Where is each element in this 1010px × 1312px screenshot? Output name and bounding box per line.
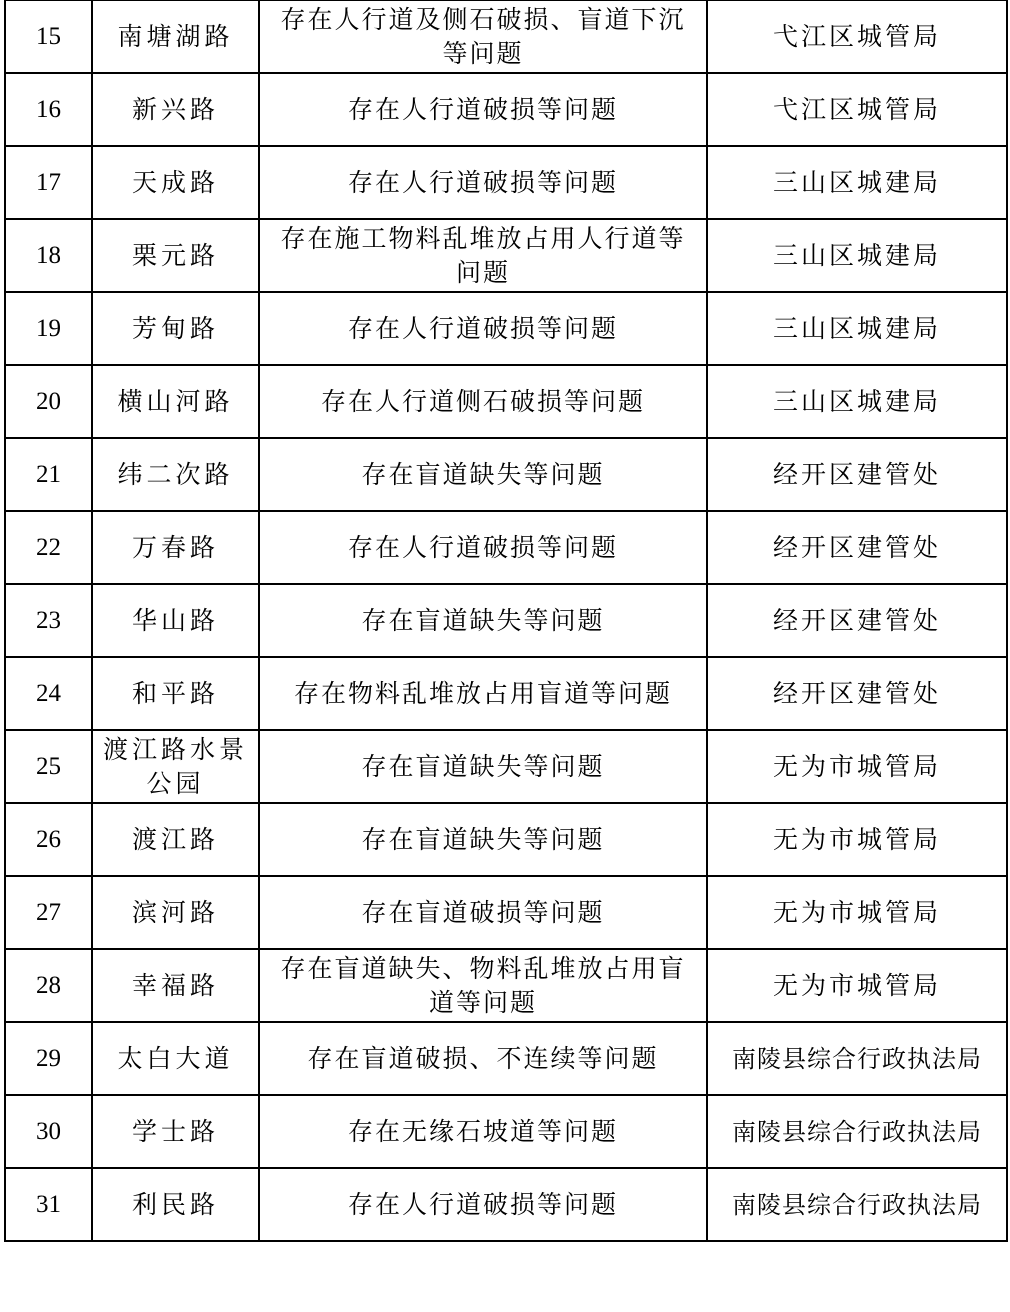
issue-description-cell: 存在人行道及侧石破损、盲道下沉等问题 [259,0,707,73]
row-number-cell: 28 [5,949,92,1022]
row-number-cell: 17 [5,146,92,219]
responsible-department-cell: 南陵县综合行政执法局 [707,1095,1007,1168]
row-number-cell: 21 [5,438,92,511]
responsible-department-cell: 经开区建管处 [707,511,1007,584]
responsible-department-cell: 弋江区城管局 [707,0,1007,73]
responsible-department-cell: 经开区建管处 [707,657,1007,730]
row-number-cell: 25 [5,730,92,803]
road-name-cell: 天成路 [92,146,259,219]
table-row [5,292,1007,365]
table-row [5,511,1007,584]
table-row [5,657,1007,730]
road-name-cell: 幸福路 [92,949,259,1022]
issue-description-cell: 存在人行道破损等问题 [259,511,707,584]
row-number-cell: 18 [5,219,92,292]
road-name-cell: 渡江路水景公园 [92,730,259,803]
road-name-cell: 渡江路 [92,803,259,876]
issue-description-cell: 存在人行道侧石破损等问题 [259,365,707,438]
responsible-department-cell: 南陵县综合行政执法局 [707,1168,1007,1241]
road-name-cell: 横山河路 [92,365,259,438]
row-number-cell: 20 [5,365,92,438]
table-row [5,146,1007,219]
road-name-cell: 华山路 [92,584,259,657]
table-row [5,730,1007,803]
road-name-cell: 南塘湖路 [92,0,259,73]
issue-description-cell: 存在盲道缺失、物料乱堆放占用盲道等问题 [259,949,707,1022]
responsible-department-cell: 三山区城建局 [707,146,1007,219]
responsible-department-cell: 三山区城建局 [707,292,1007,365]
road-name-cell: 和平路 [92,657,259,730]
row-number-cell: 16 [5,73,92,146]
road-name-cell: 滨河路 [92,876,259,949]
responsible-department-cell: 经开区建管处 [707,584,1007,657]
issue-description-cell: 存在施工物料乱堆放占用人行道等问题 [259,219,707,292]
row-number-cell: 26 [5,803,92,876]
row-number-cell: 24 [5,657,92,730]
row-number-cell: 29 [5,1022,92,1095]
table-row [5,1168,1007,1241]
table-row [5,949,1007,1022]
issue-description-cell: 存在盲道破损、不连续等问题 [259,1022,707,1095]
responsible-department-cell: 三山区城建局 [707,365,1007,438]
responsible-department-cell: 无为市城管局 [707,803,1007,876]
row-number-cell: 30 [5,1095,92,1168]
road-name-cell: 新兴路 [92,73,259,146]
road-name-cell: 学士路 [92,1095,259,1168]
responsible-department-cell: 南陵县综合行政执法局 [707,1022,1007,1095]
table-row [5,584,1007,657]
table-row [5,876,1007,949]
issue-description-cell: 存在人行道破损等问题 [259,292,707,365]
road-issue-table [4,0,1008,1242]
table-row [5,803,1007,876]
row-number-cell: 19 [5,292,92,365]
responsible-department-cell: 无为市城管局 [707,876,1007,949]
row-number-cell: 22 [5,511,92,584]
table-row [5,1022,1007,1095]
issue-description-cell: 存在盲道缺失等问题 [259,730,707,803]
responsible-department-cell: 无为市城管局 [707,730,1007,803]
row-number-cell: 27 [5,876,92,949]
issue-description-cell: 存在盲道缺失等问题 [259,438,707,511]
issue-description-cell: 存在盲道缺失等问题 [259,584,707,657]
issue-description-cell: 存在盲道破损等问题 [259,876,707,949]
issue-description-cell: 存在物料乱堆放占用盲道等问题 [259,657,707,730]
responsible-department-cell: 三山区城建局 [707,219,1007,292]
table-row [5,365,1007,438]
table-row [5,1095,1007,1168]
road-name-cell: 纬二次路 [92,438,259,511]
table-row [5,219,1007,292]
road-name-cell: 利民路 [92,1168,259,1241]
responsible-department-cell: 弋江区城管局 [707,73,1007,146]
road-name-cell: 万春路 [92,511,259,584]
responsible-department-cell: 无为市城管局 [707,949,1007,1022]
road-name-cell: 太白大道 [92,1022,259,1095]
table-row [5,73,1007,146]
issue-description-cell: 存在人行道破损等问题 [259,73,707,146]
table-row [5,438,1007,511]
road-name-cell: 栗元路 [92,219,259,292]
row-number-cell: 23 [5,584,92,657]
issue-description-cell: 存在人行道破损等问题 [259,146,707,219]
road-name-cell: 芳甸路 [92,292,259,365]
row-number-cell: 31 [5,1168,92,1241]
table-body [5,0,1007,1241]
issue-description-cell: 存在人行道破损等问题 [259,1168,707,1241]
issue-description-cell: 存在盲道缺失等问题 [259,803,707,876]
issue-description-cell: 存在无缘石坡道等问题 [259,1095,707,1168]
row-number-cell: 15 [5,0,92,73]
table-row [5,0,1007,73]
responsible-department-cell: 经开区建管处 [707,438,1007,511]
